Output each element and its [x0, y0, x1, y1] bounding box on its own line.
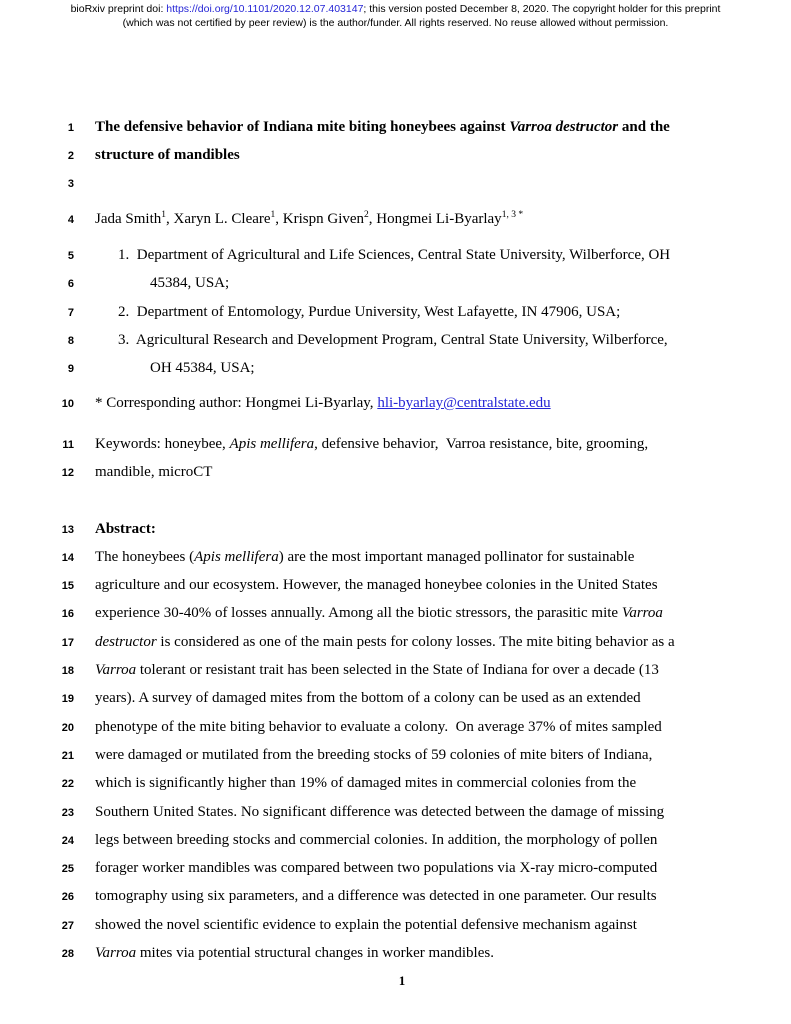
- text-run: ) are the most important managed pollinator for sustainable: [278, 548, 635, 565]
- document-line: [56, 912, 748, 940]
- text-run: Keywords: honeybee,: [95, 435, 230, 452]
- text-run: 1, 3 *: [501, 209, 524, 220]
- text-run: Varroa: [621, 605, 663, 622]
- line-content: [95, 685, 748, 712]
- text-run: * Corresponding author: Hongmei Li-Byarlay,: [95, 394, 378, 411]
- text-run: legs between breeding stocks and commercial colonies. In addition, the morphology of pollen: [95, 831, 658, 848]
- line-number: 28: [61, 948, 74, 961]
- line-number: 16: [61, 608, 74, 621]
- line-number: 15: [61, 580, 74, 593]
- line-number: 1: [67, 122, 74, 134]
- document-line: [56, 270, 748, 298]
- line-number: 27: [61, 919, 74, 932]
- line-content: [95, 390, 748, 417]
- document-line: [56, 516, 748, 544]
- text-run: is considered as one of the main pests for colony losses. The mite biting behavior as a: [156, 633, 675, 650]
- line-number: 11: [62, 438, 74, 451]
- text-run: destructor: [95, 633, 157, 650]
- line-number: 17: [61, 636, 74, 649]
- document-line: [56, 355, 748, 383]
- text-run: 1: [270, 209, 276, 220]
- header-line-2: (which was not certified by peer review) is the author/funder. All rights reserved. No reuse allowed without permission.: [122, 16, 669, 29]
- text-run: , Xaryn L. Cleare: [166, 210, 271, 227]
- line-content: [95, 572, 748, 599]
- document-body: [56, 114, 748, 989]
- text-run: Southern United States. No significant difference was detected between the damage of missing: [95, 803, 665, 820]
- text-run: tomography using six parameters, and a difference was detected in one parameter. Our results: [95, 888, 657, 905]
- document-line: [56, 171, 748, 198]
- line-content: [95, 459, 748, 486]
- document-line: [56, 114, 748, 142]
- line-content: [95, 912, 748, 939]
- line-number: 6: [67, 278, 74, 291]
- text-run: forager worker mandibles was compared between two populations via X-ray micro-computed: [95, 860, 658, 877]
- text-run: 1. Department of Agricultural and Life Sciences, Central State University, Wilberforce, OH: [118, 247, 671, 264]
- text-run: Apis mellifera: [229, 435, 315, 452]
- doi-link[interactable]: https://doi.org/10.1101/2020.12.07.403147: [166, 3, 364, 15]
- line-number: 24: [61, 834, 74, 847]
- line-content: [95, 206, 748, 233]
- document-line: [56, 431, 748, 459]
- line-content: [95, 299, 748, 326]
- line-content: [95, 355, 748, 382]
- text-run: structure of mandibles: [95, 147, 240, 164]
- line-content: [95, 742, 748, 769]
- line-number: 13: [61, 523, 74, 536]
- document-line: [56, 940, 748, 968]
- document-line: [56, 242, 748, 270]
- document-line: [56, 657, 748, 685]
- line-content: [95, 714, 748, 741]
- page-number: 1: [398, 973, 406, 989]
- line-number: 18: [61, 665, 74, 678]
- text-run: Varroa destructor: [509, 119, 619, 135]
- text-run: Abstract:: [95, 520, 156, 537]
- text-run: 1: [161, 209, 166, 220]
- text-run: OH 45384, USA;: [150, 360, 255, 377]
- document-line: [56, 600, 748, 628]
- line-content: [95, 270, 748, 297]
- document-line: [56, 206, 748, 234]
- document-line: [56, 142, 748, 170]
- text-run: , defensive behavior, Varroa resistance, bite, grooming,: [314, 435, 649, 452]
- line-number: 4: [67, 213, 74, 226]
- document-line: [56, 742, 748, 770]
- text-run: Varroa: [95, 945, 137, 962]
- line-content: [95, 114, 748, 141]
- line-content: [95, 544, 748, 571]
- text-run: showed the novel scientific evidence to explain the potential defensive mechanism against: [95, 916, 637, 933]
- document-line: [56, 544, 748, 572]
- text-run: agriculture and our ecosystem. However, the managed honeybee colonies in the United States: [95, 577, 658, 594]
- line-number: 25: [61, 863, 74, 876]
- header-doi-prefix: bioRxiv preprint doi:: [70, 3, 167, 15]
- text-run: 3. Agricultural Research and Development Program, Central State University, Wilberforce,: [118, 332, 668, 349]
- document-line: [56, 327, 748, 355]
- document-line: [56, 685, 748, 713]
- email-link[interactable]: hli-byarlay@centralstate.edu: [377, 394, 551, 411]
- text-run: experience 30-40% of losses annually. Among all the biotic stressors, the parasitic mite: [95, 605, 622, 622]
- line-number: 26: [61, 891, 74, 904]
- line-number: 12: [61, 467, 74, 480]
- document-line: [56, 770, 748, 798]
- line-number: 22: [61, 778, 74, 791]
- line-number: 14: [61, 551, 74, 564]
- line-number: 2: [67, 150, 74, 163]
- document-line: [56, 390, 748, 418]
- line-content: [95, 629, 748, 656]
- text-run: 2: [364, 209, 369, 220]
- line-content: [95, 657, 748, 684]
- text-run: mandible, microCT: [95, 464, 213, 481]
- text-run: were damaged or mutilated from the breeding stocks of 59 colonies of mite biters of Indiana,: [95, 746, 653, 763]
- text-run: phenotype of the mite biting behavior to evaluate a colony. On average 37% of mites sampled: [95, 718, 662, 735]
- text-run: mites via potential structural changes in worker mandibles.: [136, 945, 494, 962]
- line-content: [95, 327, 748, 354]
- line-content: [95, 600, 748, 627]
- document-line: [56, 827, 748, 855]
- text-run: Jada Smith: [95, 210, 162, 227]
- text-run: , Hongmei Li-Byarlay: [368, 210, 502, 227]
- text-run: years). A survey of damaged mites from the bottom of a colony can be used as an extended: [95, 690, 641, 707]
- line-number: 23: [61, 806, 74, 819]
- document-line: [56, 299, 748, 327]
- document-line: [56, 883, 748, 911]
- header-line-1: [0, 3, 791, 17]
- text-run: 45384, USA;: [150, 275, 230, 292]
- document-line: [56, 459, 748, 487]
- line-number: 19: [61, 693, 74, 706]
- text-run: The honeybees (: [95, 548, 195, 565]
- header-doi-suffix: ; this version posted December 8, 2020. The copyright holder for this preprint: [363, 3, 721, 15]
- document-line: [56, 799, 748, 827]
- text-run: and the: [618, 119, 670, 135]
- text-run: Varroa: [95, 662, 137, 679]
- line-number: 21: [61, 749, 74, 762]
- line-content: [95, 940, 748, 967]
- line-number: 10: [61, 397, 74, 410]
- document-line: [56, 572, 748, 600]
- line-content: [95, 799, 748, 826]
- line-number: 5: [67, 250, 74, 263]
- line-content: [95, 516, 748, 543]
- preprint-header: [0, 3, 791, 31]
- line-number: 7: [67, 306, 74, 319]
- text-run: which is significantly higher than 19% of damaged mites in commercial colonies from the: [95, 775, 637, 792]
- line-content: [95, 883, 748, 910]
- text-run: The defensive behavior of Indiana mite biting honeybees against: [95, 119, 510, 135]
- document-line: [56, 714, 748, 742]
- line-content: [95, 827, 748, 854]
- document-line: [56, 629, 748, 657]
- line-number: 3: [67, 177, 74, 190]
- text-run: 2. Department of Entomology, Purdue University, West Lafayette, IN 47906, USA;: [118, 303, 621, 320]
- line-content: [95, 855, 748, 882]
- line-content: [95, 770, 748, 797]
- line-content: [95, 431, 748, 458]
- line-content: [95, 242, 748, 269]
- line-number: 8: [67, 335, 74, 348]
- text-run: tolerant or resistant trait has been selected in the State of Indiana for over a decade (13: [136, 662, 659, 679]
- line-number: 9: [67, 363, 74, 376]
- text-run: Apis mellifera: [194, 548, 279, 565]
- line-number: 20: [61, 721, 74, 734]
- document-line: [56, 855, 748, 883]
- line-content: [95, 142, 748, 169]
- text-run: , Krispn Given: [275, 210, 365, 227]
